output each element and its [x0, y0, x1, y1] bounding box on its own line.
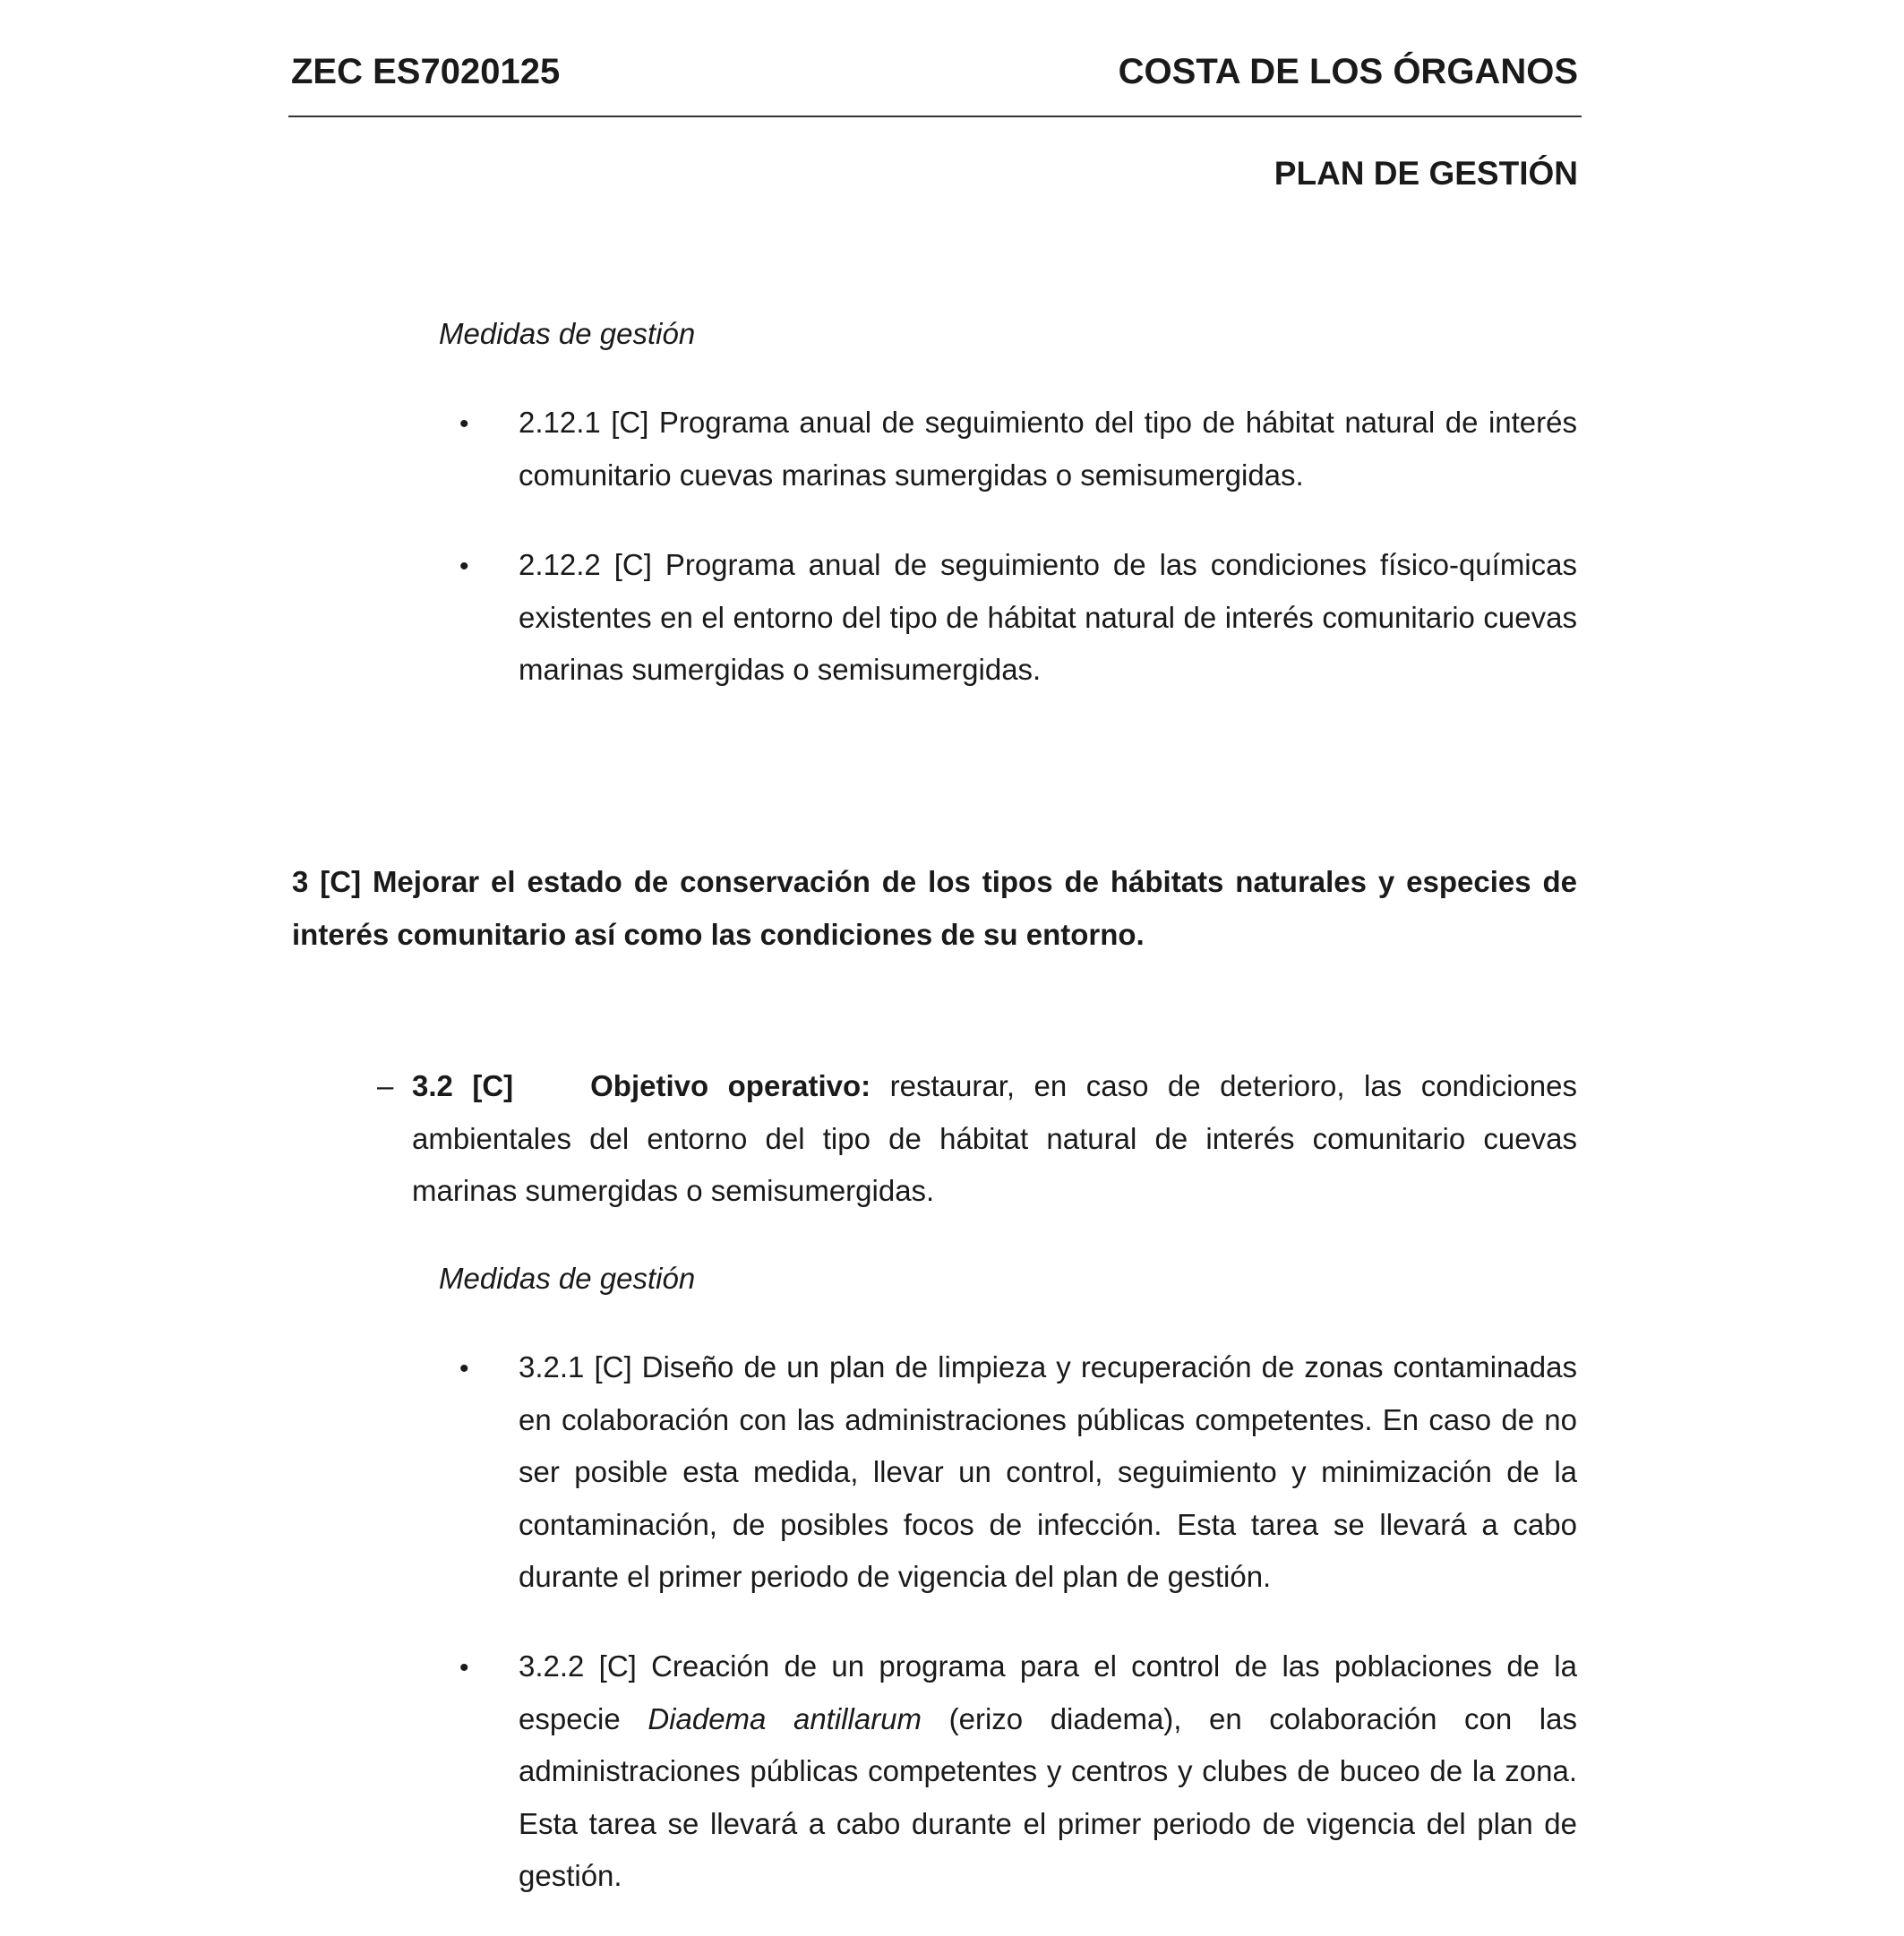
objective-code: 3.2 [C]	[412, 1069, 514, 1102]
objective-label: Objetivo operativo:	[590, 1069, 871, 1102]
measure-2-12-2: 2.12.2 [C] Programa anual de seguimiento de las condiciones físico-químicas existentes en el entorno del tipo de hábitat natural de interés comunitario cuevas marinas sumergidas o semisumergidas.	[519, 548, 1577, 686]
header-subtitle: PLAN DE GESTIÓN	[1274, 155, 1578, 192]
measure-3-2-2	[519, 1640, 1577, 1903]
medidas-label-3-2: Medidas de gestión	[439, 1262, 696, 1295]
header-site-code: ZEC ES7020125	[291, 52, 561, 91]
bullet-2-12-2: •	[459, 552, 469, 581]
bullet-2-12-1: •	[459, 409, 469, 439]
bullet-3-2-2: •	[459, 1653, 469, 1683]
medidas-label-2-12: Medidas de gestión	[439, 317, 696, 350]
measure-3-2-2-text-before: 3.2.2 [C] Creación de un programa para el control de las poblaciones de la especie	[519, 1649, 1577, 1735]
objective-text: restaurar, en caso de deterioro, las condiciones ambientales del entorno del tipo de hábitat natural de interés comunitario cuevas marinas sumergidas o semisumergidas.	[412, 1069, 1577, 1207]
dash-3-2: –	[377, 1069, 394, 1102]
measure-2-12-1: 2.12.1 [C] Programa anual de seguimiento del tipo de hábitat natural de interés comunitario cuevas marinas sumergidas o semisumergidas.	[519, 406, 1577, 492]
measure-3-2-2-text-after: (erizo diadema), en colaboración con las administraciones públicas competentes y centros y clubes de buceo de la zona. Esta tarea se llevará a cabo durante el primer periodo de vigencia del plan de gestión.	[519, 1701, 1577, 1892]
header-site-name: COSTA DE LOS ÓRGANOS	[1118, 52, 1578, 91]
species-name: Diadema antillarum	[648, 1701, 922, 1735]
header-divider	[288, 116, 1582, 117]
bullet-3-2-1: •	[459, 1354, 469, 1383]
objective-3-2	[412, 1060, 1577, 1218]
measure-3-2-1: 3.2.1 [C] Diseño de un plan de limpieza y recuperación de zonas contaminadas en colaboración con las administraciones públicas competentes. En caso de no ser posible esta medida, llevar un control, seguimiento y minimización de la contaminación, de posibles focos de infección. Esta tarea se llevará a cabo durante el primer periodo de vigencia del plan de gestión.	[519, 1350, 1577, 1593]
goal-3-heading: 3 [C] Mejorar el estado de conservación de los tipos de hábitats naturales y especies de interés comunitario así como las condiciones de su entorno.	[292, 865, 1577, 951]
